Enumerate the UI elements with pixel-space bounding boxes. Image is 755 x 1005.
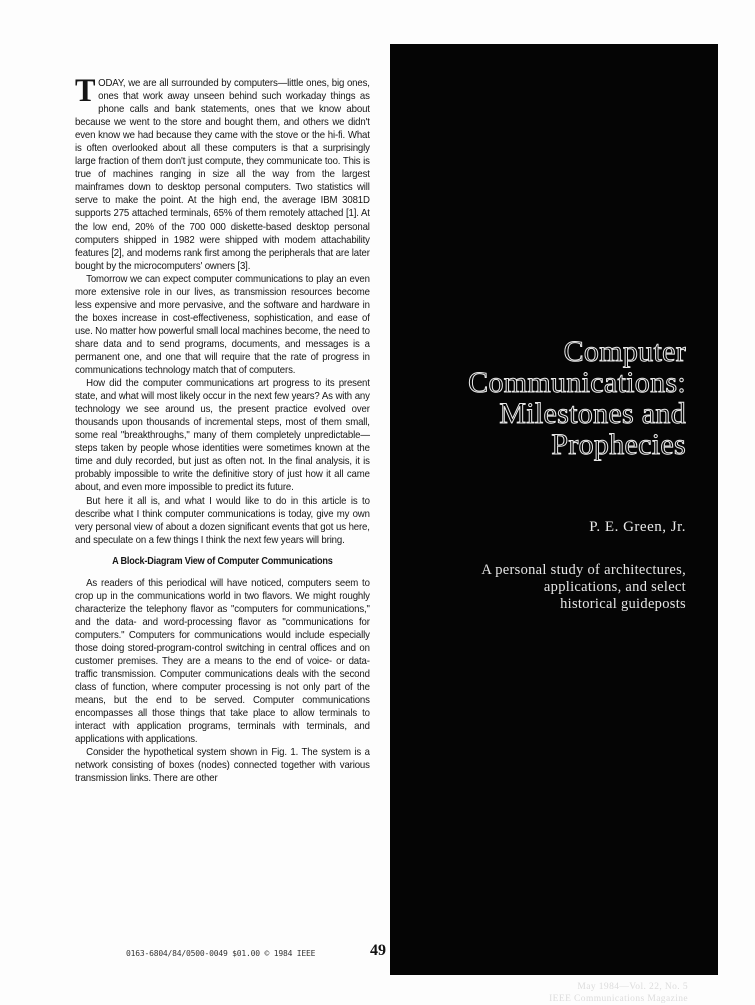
copyright-code: 0163-6804/84/0500-0049 $01.00 © 1984 IEEE bbox=[126, 949, 316, 958]
section-paragraph-1: As readers of this periodical will have noticed, computers seem to crop up in the communications world in two flavors. We might roughly characterize the telephony flavor as "computers for communications," and the data- and word-processing flavor as "communications for computers." Computers for communications would include especially those doing stored-program-control switching in central offices and on customer premises. They are a means to the end of voice- or data-traffic transmission. Computer communications deals with the second class of function, where computer processing is not only part of the means, but the end to be served. Computer communications encompasses all those things that take place to allow terminals to interact with application programs, terminals with terminals, and applications with applications. bbox=[75, 577, 370, 746]
title-panel bbox=[390, 44, 718, 1004]
article-subtitle bbox=[386, 562, 686, 613]
section-heading: A Block-Diagram View of Computer Communications bbox=[112, 555, 333, 567]
subtitle-line: historical guideposts bbox=[560, 596, 686, 612]
article-paragraph-1: TODAY, we are all surrounded by computers—little ones, big ones, ones that work away unseen behind such workaday things as phone calls and bank statements, ones that we know about because we went to the store and bought them, and others we didn't even know we had because they came with the stove or the hi-fi. What is often overlooked about all these computers is that a surprisingly large fraction of them don't just compute, they communicate too. This is true of machines ranging in size all the way from the largest mainframes down to desktop personal computers. Two statistics will serve to make the point. At the high end, the average IBM 3081D supports 275 attached terminals, 65% of them remotely attached [1]. At the low end, 20% of the 700 000 diskette-based desktop personal computers shipped in 1982 were shipped with modem attachability features [2], and modems rank first among the peripherals that are later bought by the microcomputers' owners [3]. bbox=[75, 73, 370, 272]
journal-name: IEEE Communications Magazine bbox=[549, 994, 688, 1004]
issue-date: May 1984—Vol. 22, No. 5 bbox=[577, 982, 688, 992]
section-paragraph-2: Consider the hypothetical system shown in Fig. 1. The system is a network consisting of boxes (nodes) connected together with various transmission links. There are other bbox=[75, 747, 370, 785]
article-paragraph-3: How did the computer communications art progress to its present state, and what will most likely occur in the next few years? As with any technology we see around us, the present practice evolved over thousands upon thousands of incremental steps, most of them small, some real "breakthroughs," many of them completely unpredictable—steps taken by people whose identities were sometimes known at the time and duly recorded, but just as often not. In the final analysis, it is probably impossible to write the definitive story of just how it all came about, and even more impossible to predict its future. bbox=[75, 378, 370, 494]
article-body-column bbox=[75, 73, 370, 785]
article-paragraph-4: But here it all is, and what I would like to do in this article is to describe what I think computer communications is today, give my own very personal view of about a dozen significant events that got us here, and speculate on a few things I think the next few years will bring. bbox=[75, 495, 370, 546]
issue-info bbox=[549, 981, 688, 1005]
drop-cap: T bbox=[75, 73, 96, 109]
article-author: P. E. Green, Jr. bbox=[589, 519, 686, 535]
subtitle-line: applications, and select bbox=[543, 579, 686, 595]
article-paragraph-2: Tomorrow we can expect computer communications to play an even more extensive role in our lives, as transmission resources become less expensive and more pervasive, and the software and hardware in the boxes increase in cost-effectiveness, sophistication, and ease of use. No matter how powerful small local machines become, the need to share data and to send programs, documents, and messages is a permanent one, and one that will require that the rate of progress in communications technology match that of computers. bbox=[75, 273, 370, 377]
subtitle-line: A personal study of architectures, bbox=[481, 562, 686, 578]
article-title: Computer Communications: Milestones and Prophecies bbox=[468, 335, 686, 461]
page-number: 49 bbox=[370, 942, 386, 959]
